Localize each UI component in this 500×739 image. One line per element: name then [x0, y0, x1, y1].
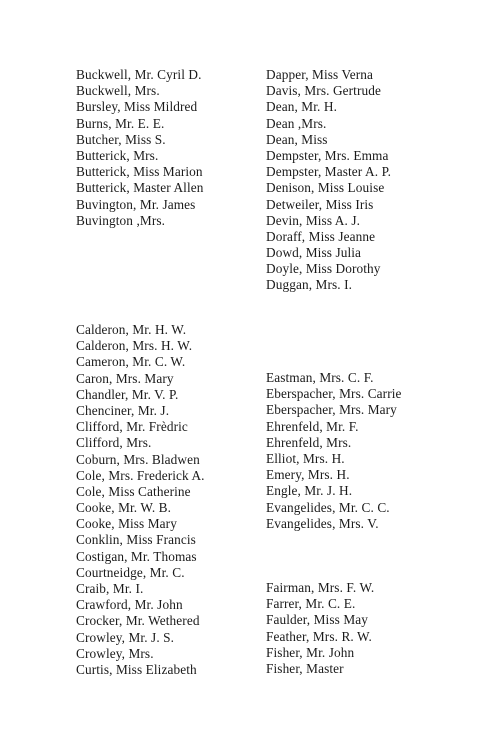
passenger-name: Dapper, Miss Verna: [266, 67, 374, 82]
passenger-name: Caron, Mrs. Mary: [76, 370, 174, 386]
passenger-name: Farrer, Mr. C. E.: [266, 596, 356, 612]
passenger-name: Curtis, Miss Elizabeth: [76, 661, 197, 677]
passenger-name: Engle, Mr. J. H.: [266, 483, 353, 499]
passenger-name: Cameron, Mr. C. W.: [76, 354, 186, 370]
passenger-name: Buckwell, Mr. Cyril D.: [76, 67, 202, 82]
passenger-name: Dean ,Mrs.: [266, 115, 327, 131]
passenger-name: Elliot, Mrs. H.: [266, 450, 345, 466]
passenger-name: Doyle, Miss Dorothy: [266, 261, 381, 277]
passenger-name: Craib, Mr. I.: [76, 581, 144, 596]
passenger-name: Duggan, Mrs. I.: [266, 277, 353, 293]
passenger-name: Chandler, Mr. V. P.: [76, 386, 179, 402]
passenger-name: Calderon, Mrs. H. W.: [76, 338, 193, 354]
passenger-name: Crowley, Mr. J. S.: [76, 629, 175, 645]
passenger-name: Evangelides, Mr. C. C.: [266, 499, 390, 515]
passenger-name: Cole, Miss Catherine: [76, 483, 191, 499]
passenger-name: Ehrenfeld, Mr. F.: [266, 418, 359, 434]
passenger-name: Butterick, Mrs.: [76, 147, 159, 163]
passenger-name: Clifford, Mrs.: [76, 435, 152, 451]
passenger-name: Buckwell, Mrs.: [76, 83, 160, 99]
passenger-name: Conklin, Miss Francis: [76, 532, 196, 548]
surname-group-c: [76, 322, 205, 678]
passenger-name: Dempster, Master A. P.: [266, 164, 392, 180]
surname-group-f: [266, 580, 374, 677]
passenger-name: Detweiler, Miss Iris: [266, 196, 374, 212]
passenger-name: Cooke, Mr. W. B.: [76, 500, 172, 516]
passenger-name: Evangelides, Mrs. V.: [266, 515, 379, 531]
passenger-name: Emery, Mrs. H.: [266, 467, 350, 483]
passenger-name: Butterick, Miss Marion: [76, 164, 203, 180]
passenger-name: Devin, Miss A. J.: [266, 212, 361, 228]
passenger-name: Dean, Miss: [266, 131, 328, 147]
surname-group-e: [266, 370, 402, 532]
passenger-name: Dowd, Miss Julia: [266, 245, 362, 261]
passenger-name: Feather, Mrs. R. W.: [266, 628, 372, 644]
passenger-name: Crawford, Mr. John: [76, 597, 183, 613]
passenger-name: Dempster, Mrs. Emma: [266, 147, 389, 163]
passenger-name: Eberspacher, Mrs. Carrie: [266, 386, 402, 402]
passenger-name: Doraff, Miss Jeanne: [266, 228, 376, 244]
passenger-name: Cooke, Miss Mary: [76, 516, 177, 532]
passenger-name: Clifford, Mr. Frèdric: [76, 419, 188, 435]
surname-group-d: [266, 67, 391, 294]
passenger-name: Eberspacher, Mrs. Mary: [266, 402, 397, 418]
passenger-name: Fisher, Master: [266, 660, 344, 676]
passenger-name: Crowley, Mrs.: [76, 645, 154, 661]
surname-group-b: [76, 67, 203, 229]
passenger-name: Butterick, Master Allen: [76, 180, 204, 196]
passenger-name: Bursley, Miss Mildred: [76, 99, 198, 115]
passenger-name: Crocker, Mr. Wethered: [76, 613, 200, 629]
passenger-name: Eastman, Mrs. C. F.: [266, 370, 374, 385]
passenger-name: Denison, Miss Louise: [266, 180, 385, 196]
passenger-name: Cole, Mrs. Frederick A.: [76, 467, 205, 483]
passenger-name: Faulder, Miss May: [266, 612, 368, 628]
passenger-name: Calderon, Mr. H. W.: [76, 322, 187, 337]
passenger-name: Fisher, Mr. John: [266, 644, 355, 660]
passenger-name: Courtneidge, Mr. C.: [76, 564, 185, 580]
passenger-name: Chenciner, Mr. J.: [76, 402, 170, 418]
passenger-name: Davis, Mrs. Gertrude: [266, 83, 381, 99]
passenger-name: Costigan, Mr. Thomas: [76, 548, 197, 564]
passenger-name: Coburn, Mrs. Bladwen: [76, 451, 200, 467]
passenger-name: Burns, Mr. E. E.: [76, 115, 165, 131]
passenger-name: Dean, Mr. H.: [266, 99, 337, 115]
passenger-name: Ehrenfeld, Mrs.: [266, 434, 352, 450]
passenger-name: Buvington ,Mrs.: [76, 212, 166, 228]
passenger-name: Butcher, Miss S.: [76, 131, 166, 147]
passenger-name: Fairman, Mrs. F. W.: [266, 580, 375, 595]
passenger-name: Buvington, Mr. James: [76, 196, 196, 212]
